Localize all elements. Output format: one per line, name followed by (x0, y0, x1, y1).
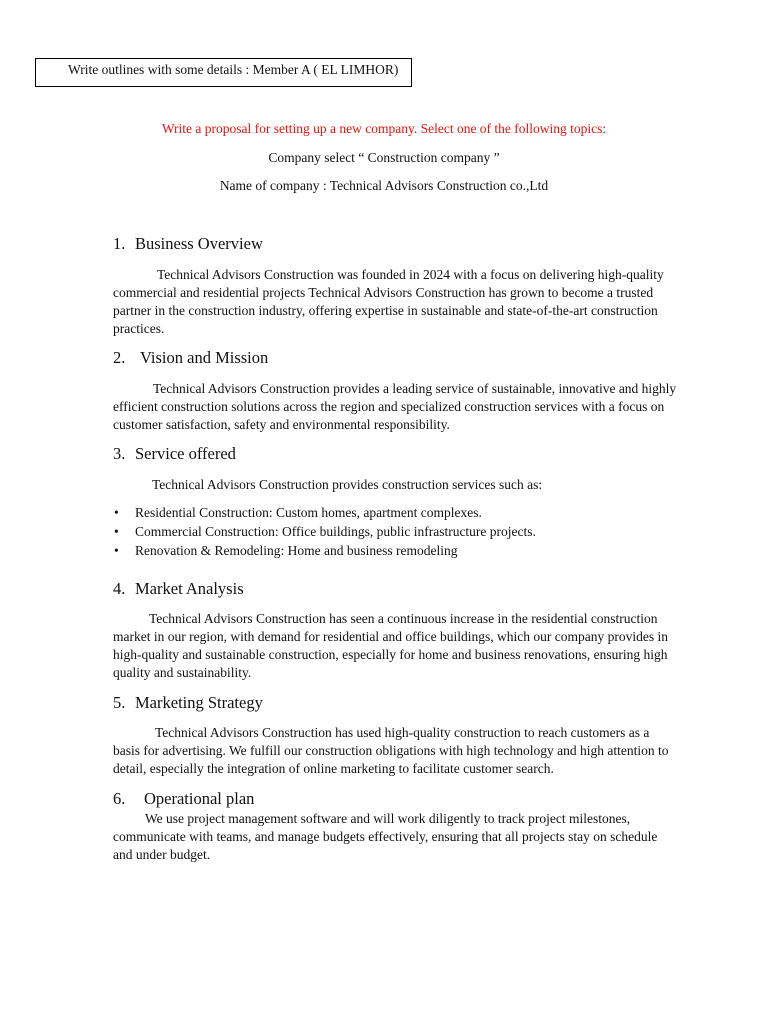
section-5-heading (113, 693, 263, 713)
services-list (113, 503, 536, 560)
section-6-heading (113, 789, 254, 809)
company-name-text: Name of company : Technical Advisors Construction co.,Ltd (219, 178, 549, 193)
list-item: • Residential Construction: Custom homes, apartment complexes. (113, 503, 536, 522)
section-1-title: Business Overview (135, 234, 263, 253)
section-4-title: Market Analysis (135, 579, 244, 598)
section-4-heading (113, 579, 244, 599)
section-3-title: Service offered (135, 444, 236, 463)
section-5-body: Technical Advisors Construction has used high-quality construction to reach customers as a basis for advertising. We fulfill our construction obligations with high technology and high attention to detail, especially the integration of online marketing to facilitate customer search. (113, 725, 669, 776)
section-5-number: 5. (113, 693, 126, 712)
section-2-number: 2. (113, 348, 126, 367)
section-5-title: Marketing Strategy (135, 693, 263, 712)
section-2-heading (113, 348, 268, 368)
list-item: • Renovation & Remodeling: Home and business remodeling (113, 541, 536, 560)
member-box (35, 58, 412, 87)
company-select-text: Company select “ Construction company ” (268, 150, 500, 165)
section-3-heading (113, 444, 236, 464)
section-3-number: 3. (113, 444, 126, 463)
section-1-number: 1. (113, 234, 126, 253)
member-box-text: Write outlines with some details : Member A ( EL LIMHOR) (68, 62, 399, 77)
section-4-number: 4. (113, 579, 126, 598)
section-6-number: 6. (113, 789, 126, 808)
section-4-body: Technical Advisors Construction has seen a continuous increase in the residential construction market in our region, with demand for residential and office buildings, which our company provides in high-quality and sustainable construction, especially for home and business renovations, ensuring high quality and sustainability. (113, 611, 668, 680)
section-2-title: Vision and Mission (140, 348, 269, 367)
section-6-body: We use project management software and will work diligently to track project milestones, communicate with teams, and manage budgets effectively, ensuring that all projects stay on schedule and under budget. (113, 811, 658, 862)
instruction-text: Write a proposal for setting up a new company. Select one of the following topics: (161, 121, 607, 136)
section-1-body: Technical Advisors Construction was founded in 2024 with a focus on delivering high-quality commercial and residential projects Technical Advisors Construction has grown to become a trusted partner in the construction industry, offering expertise in sustainable and state-of-the-art construction practices. (113, 267, 664, 336)
section-1-heading (113, 234, 263, 254)
section-2-body: Technical Advisors Construction provides a leading service of sustainable, innovative and highly efficient construction solutions across the region and specialized construction services with a focus on customer satisfaction, safety and environmental responsibility. (113, 381, 677, 432)
list-item: • Commercial Construction: Office buildings, public infrastructure projects. (113, 522, 536, 541)
section-6-title: Operational plan (144, 789, 255, 808)
section-3-body: Technical Advisors Construction provides construction services such as: (152, 477, 543, 492)
